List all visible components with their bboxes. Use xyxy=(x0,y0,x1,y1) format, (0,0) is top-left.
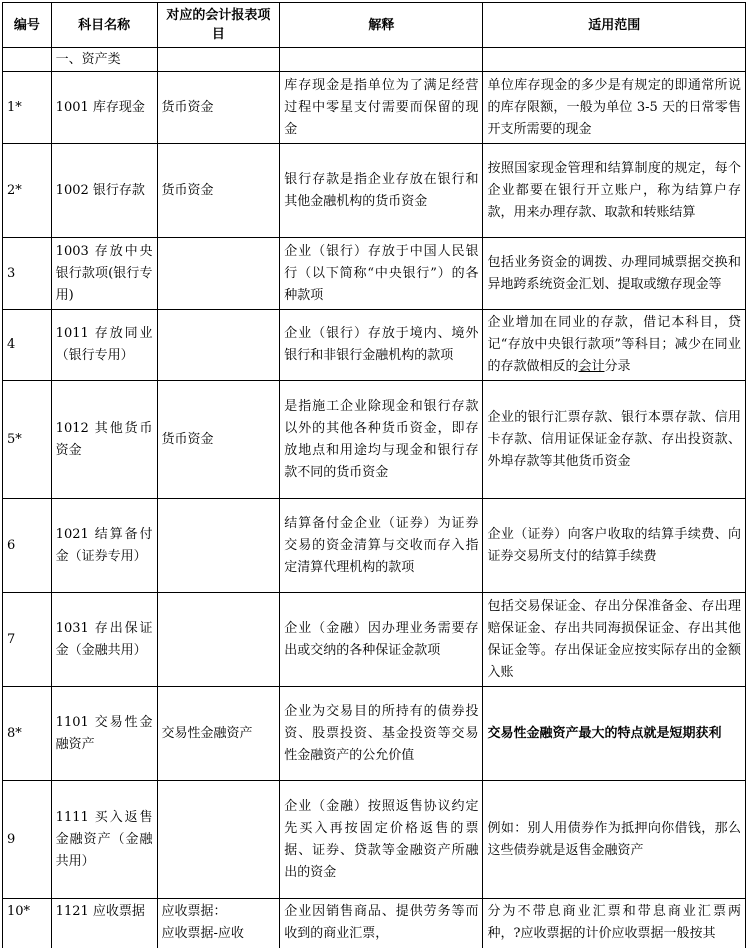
explanation: 企业因销售商品、提供劳务等而收到的商业汇票， xyxy=(280,899,483,948)
table-row xyxy=(3,899,746,948)
report-item xyxy=(157,781,280,899)
subject-name: 1021 结算备付金（证券专用） xyxy=(51,499,157,593)
report-item: 货币资金 xyxy=(157,381,280,499)
row-number: 3 xyxy=(3,238,52,310)
table-row xyxy=(3,72,746,144)
table-row xyxy=(3,593,746,687)
explanation: 企业（金融）按照返售协议约定先买入再按固定价格返售的票据、证券、贷款等金融资产所融出的资金 xyxy=(280,781,483,899)
subject-name: 1111 买入返售金融资产（金融共用） xyxy=(51,781,157,899)
row-number: 8* xyxy=(3,687,52,781)
row-number: 2* xyxy=(3,144,52,238)
scope: 企业的银行汇票存款、银行本票存款、信用卡存款、信用证保证金存款、存出投资款、外埠存款等其他货币资金 xyxy=(483,381,746,499)
report-item xyxy=(157,499,280,593)
explanation: 企业（银行）存放于中国人民银行（以下简称“中央银行”）的各种款项 xyxy=(280,238,483,310)
category-row xyxy=(3,48,746,72)
table-row xyxy=(3,144,746,238)
table-row xyxy=(3,310,746,381)
scope-text: 企业增加在同业的存款，借记本科目，贷记“存放中央银行款项”等科目；减少在同业的存款做相反的 xyxy=(487,315,741,374)
table-row xyxy=(3,687,746,781)
report-item xyxy=(157,310,280,381)
account-subjects-table xyxy=(2,2,746,948)
table-row xyxy=(3,381,746,499)
row-number: 9 xyxy=(3,781,52,899)
row-number: 10* xyxy=(3,899,52,948)
table-row xyxy=(3,499,746,593)
row-number: 6 xyxy=(3,499,52,593)
explanation: 企业（金融）因办理业务需要存出或交纳的各种保证金款项 xyxy=(280,593,483,687)
subject-name: 1101 交易性金融资产 xyxy=(51,687,157,781)
report-item xyxy=(157,593,280,687)
report-item: 货币资金 xyxy=(157,72,280,144)
row-number: 1* xyxy=(3,72,52,144)
table-row xyxy=(3,238,746,310)
explanation: 是指施工企业除现金和银行存款以外的其他各种货币资金，即存放地点和用途均与现金和银行存款不同的货币资金 xyxy=(280,381,483,499)
scope: 包括业务资金的调拨、办理同城票据交换和异地跨系统资金汇划、提取或缴存现金等 xyxy=(483,238,746,310)
category-label: 一、资产类 xyxy=(51,48,157,72)
report-item xyxy=(157,899,280,948)
accounting-link[interactable]: 会计 xyxy=(578,359,605,374)
subject-name: 1012 其他货币资金 xyxy=(51,381,157,499)
report-item: 交易性金融资产 xyxy=(157,687,280,781)
report-item: 货币资金 xyxy=(157,144,280,238)
report-item-line: 应收票据： xyxy=(161,904,227,919)
row-number: 7 xyxy=(3,593,52,687)
header-name: 科目名称 xyxy=(51,3,157,48)
explanation: 企业为交易目的所持有的债券投资、股票投资、基金投资等交易性金融资产的公允价值 xyxy=(280,687,483,781)
explanation: 企业（银行）存放于境内、境外银行和非银行金融机构的款项 xyxy=(280,310,483,381)
scope-text-end: 分录 xyxy=(604,359,631,374)
scope xyxy=(483,310,746,381)
scope: 例如：别人用债券作为抵押向你借钱，那么这些债券就是返售金融资产 xyxy=(483,781,746,899)
header-explanation: 解释 xyxy=(280,3,483,48)
subject-name: 1003 存放中央银行款项(银行专用) xyxy=(51,238,157,310)
scope: 包括交易保证金、存出分保准备金、存出理赔保证金、存出共同海损保证金、存出其他保证金等。存出保证金应按实际存出的金额入账 xyxy=(483,593,746,687)
scope: 单位库存现金的多少是有规定的即通常所说的库存限额，一般为单位 3-5 天的日常零售开支所需要的现金 xyxy=(483,72,746,144)
header-scope: 适用范围 xyxy=(483,3,746,48)
header-item: 对应的会计报表项目 xyxy=(157,3,280,48)
row-number: 5* xyxy=(3,381,52,499)
explanation: 库存现金是指单位为了满足经营过程中零星支付需要而保留的现金 xyxy=(280,72,483,144)
subject-name: 1031 存出保证金（金融共用） xyxy=(51,593,157,687)
scope: 分为不带息商业汇票和带息商业汇票两种，?应收票据的计价应收票据一般按其 xyxy=(483,899,746,948)
subject-name: 1121 应收票据 xyxy=(51,899,157,948)
scope: 按照国家现金管理和结算制度的规定，每个企业都要在银行开立账户，称为结算户存款，用来办理存款、取款和转账结算 xyxy=(483,144,746,238)
report-item-line: 应收票据-应收 xyxy=(161,926,244,941)
explanation: 银行存款是指企业存放在银行和其他金融机构的货币资金 xyxy=(280,144,483,238)
scope: 企业（证券）向客户收取的结算手续费、向证券交易所支付的结算手续费 xyxy=(483,499,746,593)
header-row xyxy=(3,3,746,48)
subject-name: 1011 存放同业（银行专用） xyxy=(51,310,157,381)
table-row xyxy=(3,781,746,899)
subject-name: 1002 银行存款 xyxy=(51,144,157,238)
scope: 交易性金融资产最大的特点就是短期获利 xyxy=(483,687,746,781)
header-num: 编号 xyxy=(3,3,52,48)
explanation: 结算备付金企业（证券）为证券交易的资金清算与交收而存入指定清算代理机构的款项 xyxy=(280,499,483,593)
report-item xyxy=(157,238,280,310)
subject-name: 1001 库存现金 xyxy=(51,72,157,144)
row-number: 4 xyxy=(3,310,52,381)
